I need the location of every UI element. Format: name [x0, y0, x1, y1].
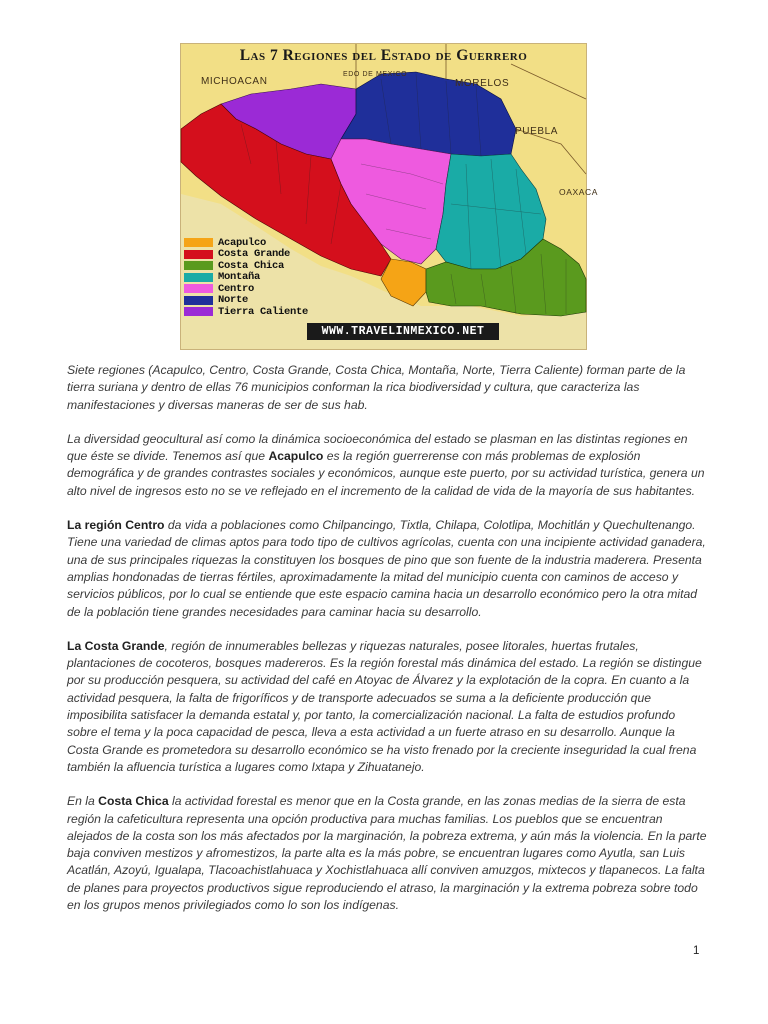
- guerrero-regions-map: [180, 43, 599, 350]
- legend-label: Tierra Caliente: [218, 305, 309, 318]
- legend-item-centro: [184, 283, 308, 295]
- bold-term: La Costa Grande: [67, 638, 165, 653]
- legend-label: Centro: [218, 282, 255, 295]
- paragraph-text: es la región guerrerense con más problemas de explosión demográfica y de grandes contrastes sociales y económicos, aunque este puerto, por su actividad turística, genera un alto nivel de ingresos esto no se ve reflejado en el incremento de la calidad de vida de la mayoría de sus habitantes.: [67, 449, 705, 498]
- map-title: Las 7 Regiones del Estado de Guerrero: [239, 47, 528, 64]
- paragraph-text: Siete regiones (Acapulco, Centro, Costa Grande, Costa Chica, Montaña, Norte, Tierra Caliente) forman parte de la tierra suriana y dentro de ellas 76 municipios conforman la rica biodiversidad y cultura, que caracteriza las manifestaciones y diversas maneras de ser de sus hab.: [67, 363, 686, 412]
- paragraph: [67, 431, 707, 500]
- paragraph-text: da vida a poblaciones como Chilpancingo, Tixtla, Chilapa, Colotlipa, Mochitlán y Quechultenango. Tiene una variedad de climas aptos para todo tipo de cultivos agrícolas, cuenta con una incipiente actividad ganadera, una de sus principales riquezas la constituyen los bosques de pino que son fuente de la industria maderera. Presenta amplias hondonadas de tierras fértiles, aproximadamente la mitad del municipio cuenta con caminos de acceso y servicios públicos, por lo cual se entiende que este espacio camina hacia un desarrollo económico pero la otra mitad de la población tiene grandes necesidades para caminar hacia su desarrollo.: [67, 518, 706, 619]
- label-puebla: PUEBLA: [515, 126, 559, 137]
- label-oaxaca: OAXACA: [559, 187, 599, 197]
- bold-term: La región Centro: [67, 518, 165, 533]
- legend-item-tierra-caliente: [184, 306, 308, 318]
- paragraph-text: la actividad forestal es menor que en la Costa grande, en las zonas medias de la sierra de esta región la cafeticultura representa una opción productiva para muchas familias. Los pueblos que se encuentran alejados de la costa son los más afectados por la marginación, la pobreza extrema, y aún más la violencia. En la parte baja conviven mestizos y afromestizos, la parte alta es la más pobre, se encuentran lugares como Ayutla, san Luis Acatlán, Azoyú, Igualapa, Tlacoachistlahuaca y Xochistlahuaca allí conviven amuzgos, mixtecos y tlapanecos. La falta de planes para proyectos productivos sigue reproduciendo el atraso, la marginación y la extrema pobreza sobre todo en los grupos menos privilegiados como lo son los indígenas.: [67, 794, 707, 913]
- legend-swatch: [184, 250, 213, 259]
- bold-term: Costa Chica: [98, 794, 169, 809]
- paragraph: [67, 362, 707, 414]
- paragraph: [67, 638, 707, 776]
- map-legend: [184, 237, 308, 318]
- legend-label: Montaña: [218, 271, 261, 284]
- legend-item-norte: [184, 295, 308, 307]
- label-edo-de-mexico: EDO DE MEXICO: [343, 71, 408, 78]
- label-morelos: MORELOS: [455, 78, 510, 89]
- legend-item-acapulco: [184, 237, 308, 249]
- map-watermark: WWW.TRAVELINMEXICO.NET: [307, 323, 499, 340]
- legend-swatch: [184, 307, 213, 316]
- paragraph-text: La diversidad geocultural así como la dinámica socioeconómica del estado se plasman en las distintas regiones en que éste se divide. Tenemos así que: [67, 431, 688, 464]
- legend-label: Costa Chica: [218, 259, 285, 272]
- bold-term: Acapulco: [268, 449, 324, 464]
- legend-swatch: [184, 273, 213, 282]
- paragraph: [67, 793, 707, 914]
- paragraph-text: , región de innumerables bellezas y riquezas naturales, posee litorales, huertas frutales, plantaciones de cocoteros, bosques madereros. Es la región forestal más dinámica del estado. La región se distingue por su producción pesquera, su actividad del café en Atoyac de Álvarez y la explotación de la copra. En cuanto a la actividad pesquera, la falta de frigoríficos y de transporte adecuados se suma a la deficiente producción que imposibilita satisfacer la demanda estatal y, por tanto, la comercialización nacional. La falta de estudios profundo sobre el tema y la poca capacidad de pesca, lleva a esta actividad a un fuerte atraso en su desarrollo. Aunque la Costa Grande es prometedora su desarrollo económico se ha visto frenado por la creciente inseguridad la cual frena también la afluencia turística a lugares como Ixtapa y Zihuatanejo.: [67, 638, 702, 774]
- legend-label: Costa Grande: [218, 248, 291, 261]
- legend-swatch: [184, 238, 213, 247]
- document-body: [67, 362, 707, 931]
- legend-item-costa-grande: [184, 249, 308, 261]
- legend-label: Acapulco: [218, 236, 267, 249]
- paragraph: [67, 517, 707, 621]
- legend-item-montana: [184, 272, 308, 284]
- page-number: 1: [693, 945, 700, 957]
- label-michoacan: MICHOACAN: [201, 76, 268, 87]
- legend-swatch: [184, 296, 213, 305]
- legend-swatch: [184, 261, 213, 270]
- paragraph-text: En la: [67, 794, 99, 809]
- legend-item-costa-chica: [184, 260, 308, 272]
- legend-swatch: [184, 284, 213, 293]
- legend-label: Norte: [218, 294, 249, 307]
